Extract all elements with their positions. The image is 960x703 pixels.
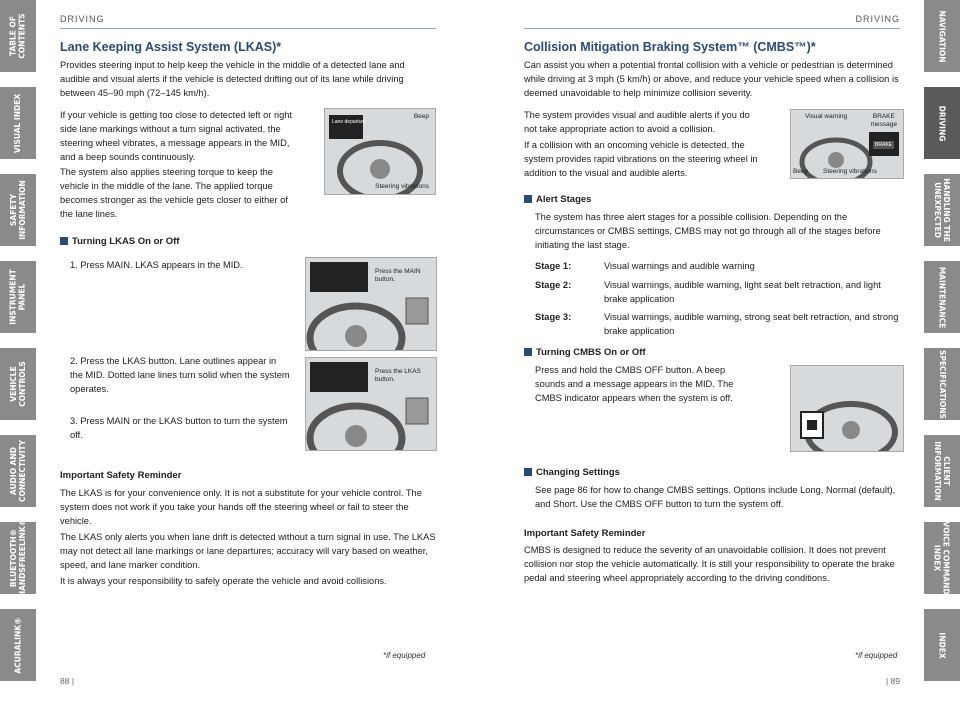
lkas-intro: Provides steering input to help keep the vehicle in the middle of a detected lane and audible and visual alerts if the vehicle is detected drifting out of its lane while driving between 45–90 mph (72–145 km/h). <box>60 60 405 98</box>
stage-3-label: Stage 3: <box>535 312 572 322</box>
lkas-button-figure <box>305 357 437 451</box>
lkas-safety-2: The LKAS only alerts you when lane drift is detected without a turn signal in use. The LKAS may not detect all lane markings or lane departures; accuracy will vary based on weather, speed, and lane marker condition. <box>60 532 436 570</box>
left-footnote: *if equipped <box>383 651 426 660</box>
press-lkas-label: Press the LKAS button. <box>375 368 421 383</box>
tab-handling-unexpected[interactable]: HANDLING THE UNEXPECTED <box>924 174 960 248</box>
main-button-figure <box>305 257 437 351</box>
cmbs-off-illustration <box>791 366 903 451</box>
tab-client-information[interactable]: CLIENT INFORMATION <box>924 435 960 509</box>
stage-2-label: Stage 2: <box>535 280 572 290</box>
left-section-header: DRIVING <box>60 14 105 24</box>
left-header-rule <box>60 28 436 29</box>
beep-label: Beep <box>413 113 429 120</box>
cmbs-onoff-heading: Turning CMBS On or Off <box>524 347 646 358</box>
tab-safety-information[interactable]: SAFETY INFORMATION <box>0 174 36 248</box>
alert-stages-heading: Alert Stages <box>524 194 591 205</box>
cmbs-safety-heading: Important Safety Reminder <box>524 528 646 539</box>
right-tab-column <box>924 0 960 703</box>
tab-audio-connectivity[interactable]: AUDIO AND CONNECTIVITY <box>0 435 36 509</box>
tab-instrument-panel[interactable]: INSTRUMENT PANEL <box>0 261 36 335</box>
lkas-onoff-heading: Turning LKAS On or Off <box>60 236 179 247</box>
tab-driving[interactable]: DRIVING <box>924 87 960 161</box>
lkas-safety-heading: Important Safety Reminder <box>60 470 182 481</box>
tab-specifications[interactable]: SPECIFICATIONS <box>924 348 960 422</box>
tab-voice-command-index[interactable]: VOICE COMMAND INDEX <box>924 522 960 596</box>
tab-navigation[interactable]: NAVIGATION <box>924 0 960 74</box>
cmbs-para-2: If a collision with an oncoming vehicle is detected, the system provides rapid vibrations on the steering wheel in addition to the visual and audible alerts. <box>524 140 758 178</box>
changing-settings-text: See page 86 for how to change CMBS settings. Options include Long, Normal (default), and Short. Use the CMBS OFF button to turn the system off. <box>535 485 896 509</box>
cmbs-para-1: The system provides visual and audible alerts if you do not take appropriate action to avoid a collision. <box>524 110 750 134</box>
cmbs-safety-text: CMBS is designed to reduce the severity of an unavoidable collision. It does not prevent collision nor stop the vehicle automatically. It is still your responsibility to operate the brake pedal and steering wheel appropriately according to the driving conditions. <box>524 545 895 583</box>
brake-message-label: BRAKE message <box>870 113 897 128</box>
lkas-para-2: The system also applies steering torque to keep the vehicle in the middle of the lane. The applied torque becomes stronger as the vehicle gets closer to either of the lane lines. <box>60 167 288 219</box>
lkas-safety-1: The LKAS is for your convenience only. It is not a substitute for your vehicle control. The system does not work if you take your hands off the steering wheel or fail to steer the vehicle. <box>60 488 422 526</box>
right-header-rule <box>524 28 900 29</box>
cmbs-onoff-text: Press and hold the CMBS OFF button. A beep sounds and a message appears in the MID. The CMBS indicator appears when the system is off. <box>535 365 734 403</box>
lkas-title: Lane Keeping Assist System (LKAS)* <box>60 40 282 54</box>
right-page-number: | 89 <box>885 676 900 686</box>
cmbs-title: Collision Mitigation Braking System™ (CMBS™)* <box>524 40 816 54</box>
cmbs-beep-label: Beep <box>793 168 809 175</box>
right-section-header: DRIVING <box>855 14 900 24</box>
lkas-para-1: If your vehicle is getting too close to detected left or right side lane markings without a turn signal activated, the steering wheel vibrates, a message appears in the MID, and a beep sounds continuously. <box>60 110 293 162</box>
cmbs-intro: Can assist you when a potential frontal collision with a vehicle or pedestrian is determined while driving at 3 mph (5 km/h) or above, and reduce your vehicle speed when a collision is deemed unavoidable to help minimize collision severity. <box>524 60 899 98</box>
tab-bluetooth-handsfreelink[interactable]: BLUETOOTH® HANDSFREELINK® <box>0 522 36 596</box>
tab-vehicle-controls[interactable]: VEHICLE CONTROLS <box>0 348 36 422</box>
stage-1-text: Visual warnings and audible warning <box>604 261 755 271</box>
lkas-safety-3: It is always your responsibility to safely operate the vehicle and avoid collisions. <box>60 576 387 586</box>
lkas-step-2: 2. Press the LKAS button. Lane outlines appear in the MID. Dotted lane lines turn solid when the system operates. <box>70 356 290 394</box>
lkas-step-1: 1. Press MAIN. LKAS appears in the MID. <box>70 260 243 270</box>
lkas-step-3: 3. Press MAIN or the LKAS button to turn the system off. <box>70 416 288 440</box>
steering-vibrations-label: Steering vibrations <box>375 183 429 190</box>
mid-message: Lane departure <box>332 119 366 125</box>
tab-maintenance[interactable]: MAINTENANCE <box>924 261 960 335</box>
tab-table-of-contents[interactable]: TABLE OF CONTENTS <box>0 0 36 74</box>
right-footnote: *if equipped <box>855 651 898 660</box>
visual-warning-label: Visual warning <box>805 113 848 120</box>
cmbs-warning-figure <box>790 109 904 179</box>
cmbs-vibrations-label: Steering vibrations <box>823 168 877 175</box>
stage-3-text: Visual warnings, audible warning, strong seat belt retraction, and strong brake application <box>604 312 899 336</box>
left-page-number: 88 | <box>60 676 75 686</box>
alert-stages-intro: The system has three alert stages for a possible collision. Depending on the circumstances or CMBS settings, CMBS may not go through all of the stages before initiating the last stage. <box>535 212 881 250</box>
tab-visual-index[interactable]: VISUAL INDEX <box>0 87 36 161</box>
changing-settings-heading: Changing Settings <box>524 467 620 478</box>
lkas-steering-figure <box>324 108 436 195</box>
stage-1-label: Stage 1: <box>535 261 572 271</box>
left-tab-column <box>0 0 36 703</box>
tab-index[interactable]: INDEX <box>924 609 960 683</box>
cmbs-off-button-figure <box>790 365 904 452</box>
press-main-label: Press the MAIN button. <box>375 268 421 283</box>
stage-2-text: Visual warnings, audible warning, light seat belt retraction, and light brake application <box>604 280 881 304</box>
brake-badge: BRAKE <box>875 142 892 148</box>
tab-acuralink[interactable]: ACURALINK® <box>0 609 36 683</box>
